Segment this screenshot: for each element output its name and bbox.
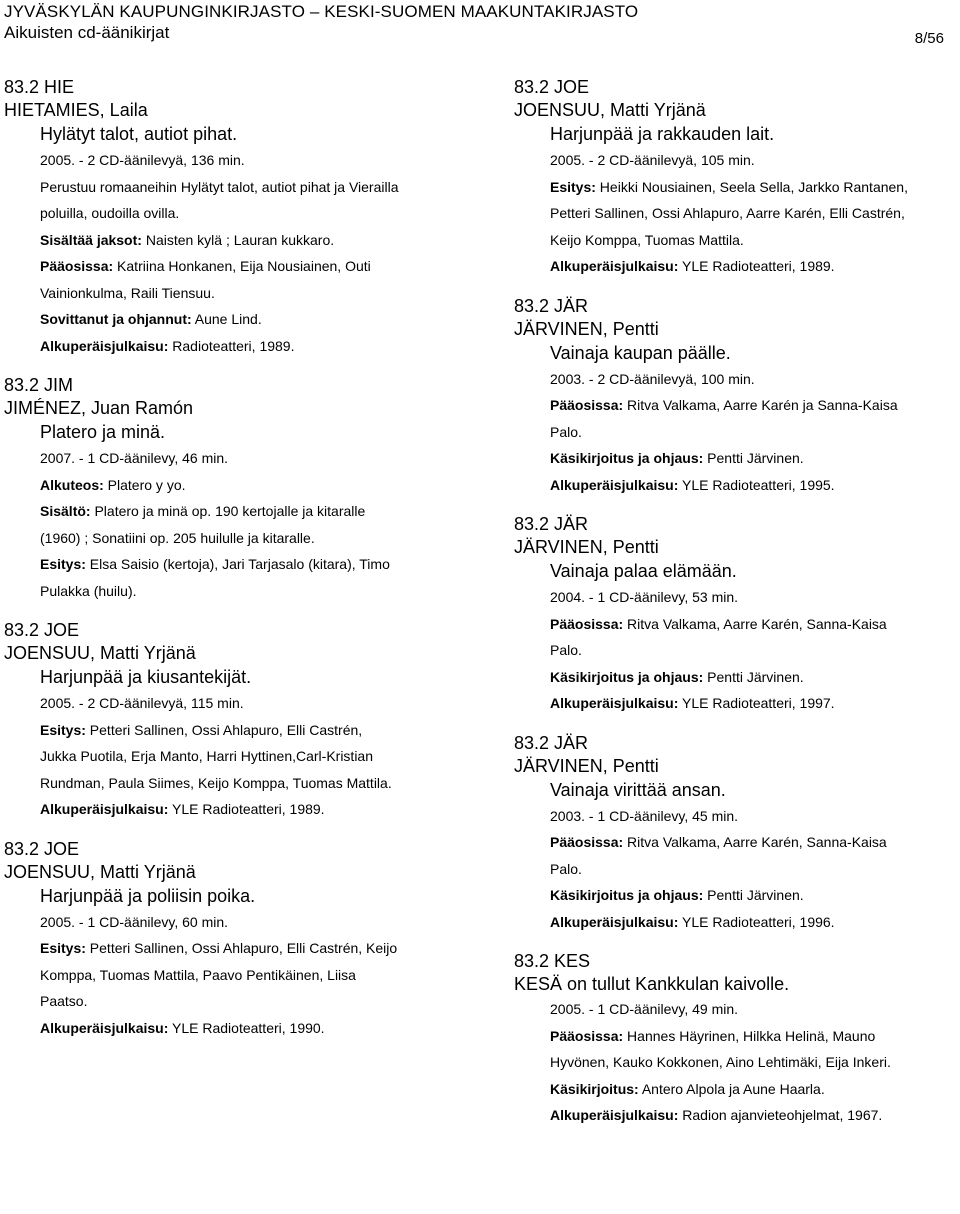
detail-text: 2005. - 2 CD-äänilevyä, 115 min. (40, 695, 244, 711)
detail-text: poluilla, oudoilla ovilla. (40, 205, 180, 221)
entry-author: KESÄ on tullut Kankkulan kaivolle. (514, 974, 790, 994)
catalog-entry (4, 619, 474, 823)
detail-label: Alkuperäisjulkaisu: (550, 913, 679, 930)
detail-text: Pentti Järvinen. (703, 887, 804, 903)
entry-detail-line (4, 498, 474, 525)
entry-author: JOENSUU, Matti Yrjänä (514, 100, 706, 120)
right-column (514, 76, 954, 1144)
detail-label: Käsikirjoitus ja ohjaus: (550, 450, 704, 466)
detail-label: Sisältää jaksot: (40, 231, 142, 248)
entry-detail-line (4, 253, 474, 280)
catalog-entry (514, 295, 954, 499)
classification-code: 83.2 JOE (4, 838, 80, 859)
detail-text: Antero Alpola ja Aune Haarla. (638, 1080, 825, 1097)
entry-detail-line (514, 690, 954, 717)
entry-detail-line (514, 611, 954, 638)
entry-detail-line (4, 472, 474, 499)
detail-text: Heikki Nousiainen, Seela Sella, Jarkko Rantanen, (595, 178, 908, 195)
detail-label: Käsikirjoitus: (550, 1080, 639, 1097)
entry-title: Vainaja palaa elämään. (550, 561, 737, 581)
detail-text: Hyvönen, Kauko Kokkonen, Aino Lehtimäki, Eija Inkeri. (550, 1054, 891, 1070)
detail-text: Platero y yo. (103, 476, 186, 493)
detail-text: Petteri Sallinen, Ossi Ahlapuro, Elli Castrén, (85, 721, 363, 738)
detail-label: Pääosissa: (550, 834, 624, 850)
entry-detail-line (514, 472, 954, 499)
classification-code: 83.2 JOE (514, 77, 590, 97)
detail-label: Alkuperäisjulkaisu: (550, 1107, 679, 1123)
detail-text: Pulakka (huilu). (40, 582, 137, 599)
detail-text: Ritva Valkama, Aarre Karén ja Sanna-Kaisa (623, 397, 898, 413)
detail-text: Pentti Järvinen. (703, 668, 804, 685)
left-column (4, 76, 474, 1056)
classification-code: 83.2 JÄR (514, 732, 589, 753)
entry-detail-line (4, 1015, 474, 1042)
detail-text: 2005. - 2 CD-äänilevyä, 136 min. (40, 152, 245, 168)
detail-label: Pääosissa: (550, 397, 624, 413)
entry-detail-line (514, 584, 954, 611)
entry-title: Hylätyt talot, autiot pihat. (40, 124, 238, 144)
entry-detail-line (4, 280, 474, 307)
entry-author: JÄRVINEN, Pentti (514, 755, 659, 776)
entry-detail-line (4, 200, 474, 227)
detail-text: 2005. - 1 CD-äänilevy, 49 min. (550, 1001, 739, 1017)
entry-title: Platero ja minä. (40, 422, 166, 442)
entry-detail-line (4, 525, 474, 552)
detail-text: Hannes Häyrinen, Hilkka Helinä, Mauno (623, 1027, 876, 1044)
detail-label: Pääosissa: (40, 258, 114, 274)
detail-text: Aune Lind. (191, 311, 262, 327)
detail-text: 2007. - 1 CD-äänilevy, 46 min. (40, 450, 229, 466)
entry-title: Harjunpää ja poliisin poika. (40, 885, 256, 906)
catalog-entry (4, 374, 474, 604)
detail-text: 2003. - 1 CD-äänilevy, 45 min. (550, 807, 739, 824)
detail-text: Ritva Valkama, Aarre Karén, Sanna-Kaisa (623, 615, 887, 632)
entry-detail-line (514, 664, 954, 691)
detail-text: Komppa, Tuomas Mattila, Paavo Pentikäinen, Liisa (40, 966, 356, 983)
entry-detail-line (4, 743, 474, 770)
entry-author: JÄRVINEN, Pentti (514, 318, 659, 339)
detail-text: Perustuu romaaneihin Hylätyt talot, autiot pihat ja Vierailla (40, 178, 399, 195)
detail-text: Radion ajanvieteohjelmat, 1967. (678, 1107, 883, 1123)
entry-detail-line (4, 935, 474, 962)
detail-label: Alkuteos: (40, 476, 104, 493)
detail-label: Esitys: (550, 178, 596, 195)
detail-text: Elsa Saisio (kertoja), Jari Tarjasalo (kitara), Timo (85, 556, 390, 572)
entry-detail-line (4, 770, 474, 797)
entry-detail-line (514, 366, 954, 393)
detail-label: Esitys: (40, 556, 86, 572)
detail-label: Käsikirjoitus ja ohjaus: (550, 887, 704, 903)
catalog-entry (514, 513, 954, 717)
classification-code: 83.2 JOE (4, 620, 80, 640)
entry-author: JOENSUU, Matti Yrjänä (4, 861, 196, 882)
detail-label: Alkuperäisjulkaisu: (40, 801, 169, 817)
entry-author: JOENSUU, Matti Yrjänä (4, 643, 196, 663)
catalog-name: Aikuisten cd-äänikirjat (4, 23, 170, 42)
detail-text: YLE Radioteatteri, 1989. (168, 801, 325, 817)
entry-detail-line (514, 996, 954, 1023)
entry-detail-line (514, 882, 954, 909)
entry-detail-line (4, 909, 474, 936)
catalog-entry (514, 950, 954, 1129)
entry-detail-line (514, 200, 954, 227)
entry-detail-line (514, 829, 954, 856)
entry-detail-line (4, 174, 474, 201)
detail-text: 2005. - 2 CD-äänilevyä, 105 min. (550, 152, 755, 168)
entry-detail-line (514, 909, 954, 936)
detail-text: YLE Radioteatteri, 1990. (168, 1019, 325, 1036)
detail-text: 2003. - 2 CD-äänilevyä, 100 min. (550, 370, 755, 387)
detail-text: Petteri Sallinen, Ossi Ahlapuro, Elli Castrén, Keijo (85, 940, 398, 956)
detail-label: Alkuperäisjulkaisu: (40, 1019, 169, 1036)
entry-detail-line (4, 227, 474, 254)
detail-label: Alkuperäisjulkaisu: (40, 337, 169, 354)
entry-detail-line (514, 147, 954, 174)
detail-label: Esitys: (40, 721, 86, 738)
detail-text: Palo. (550, 642, 582, 658)
entry-detail-line (4, 306, 474, 333)
detail-text: Platero ja minä op. 190 kertojalle ja kitaralle (90, 503, 366, 519)
detail-text: Palo. (550, 423, 582, 440)
detail-text: Naisten kylä ; Lauran kukkaro. (141, 231, 335, 248)
detail-label: Alkuperäisjulkaisu: (550, 258, 679, 274)
entry-title: Vainaja virittää ansan. (550, 779, 726, 800)
detail-text: YLE Radioteatteri, 1997. (678, 695, 835, 711)
entry-detail-line (514, 253, 954, 280)
detail-label: Sisältö: (40, 503, 91, 519)
entry-detail-line (514, 856, 954, 883)
entry-detail-line (514, 637, 954, 664)
page-header (4, 2, 952, 47)
entry-detail-line (514, 803, 954, 830)
catalog-entry (514, 76, 954, 280)
entry-detail-line (4, 962, 474, 989)
detail-text: Pentti Järvinen. (703, 450, 804, 466)
entry-author: JIMÉNEZ, Juan Ramón (4, 398, 194, 418)
detail-text: Radioteatteri, 1989. (168, 337, 295, 354)
classification-code: 83.2 JÄR (514, 295, 589, 316)
entry-title: Harjunpää ja kiusantekijät. (40, 667, 252, 687)
library-name: JYVÄSKYLÄN KAUPUNGINKIRJASTO – KESKI-SUOMEN MAAKUNTAKIRJASTO (4, 2, 639, 21)
entry-detail-line (514, 174, 954, 201)
entry-detail-line (4, 147, 474, 174)
catalog-entry (4, 76, 474, 359)
detail-text: YLE Radioteatteri, 1995. (678, 476, 835, 493)
detail-text: Ritva Valkama, Aarre Karén, Sanna-Kaisa (623, 834, 887, 850)
detail-text: Jukka Puotila, Erja Manto, Harri Hyttinen,Carl-Kristian (40, 748, 374, 764)
classification-code: 83.2 HIE (4, 77, 75, 97)
entry-detail-line (4, 988, 474, 1015)
entry-detail-line (514, 1049, 954, 1076)
classification-code: 83.2 JÄR (514, 514, 589, 534)
entry-detail-line (4, 796, 474, 823)
detail-label: Sovittanut ja ohjannut: (40, 311, 192, 327)
entry-author: HIETAMIES, Laila (4, 100, 148, 120)
catalog-entry (514, 732, 954, 936)
entry-detail-line (4, 551, 474, 578)
entry-detail-line (4, 333, 474, 360)
detail-text: (1960) ; Sonatiini op. 205 huilulle ja kitaralle. (40, 529, 315, 546)
detail-text: Petteri Sallinen, Ossi Ahlapuro, Aarre Karén, Elli Castrén, (550, 205, 905, 221)
detail-text: 2005. - 1 CD-äänilevy, 60 min. (40, 913, 229, 930)
entry-detail-line (514, 1023, 954, 1050)
detail-label: Pääosissa: (550, 615, 624, 632)
entry-author: JÄRVINEN, Pentti (514, 537, 659, 557)
detail-text: Katriina Honkanen, Eija Nousiainen, Outi (113, 258, 371, 274)
detail-text: Keijo Komppa, Tuomas Mattila. (550, 231, 744, 248)
detail-text: Palo. (550, 860, 582, 877)
catalog-entry (4, 838, 474, 1042)
entry-detail-line (514, 1102, 954, 1129)
entry-detail-line (4, 445, 474, 472)
entry-detail-line (514, 1076, 954, 1103)
page-number: 8/56 (914, 30, 944, 47)
detail-text: Vainionkulma, Raili Tiensuu. (40, 284, 215, 301)
detail-label: Alkuperäisjulkaisu: (550, 476, 679, 493)
detail-label: Esitys: (40, 940, 86, 956)
detail-text: Rundman, Paula Siimes, Keijo Komppa, Tuomas Mattila. (40, 774, 392, 791)
detail-label: Pääosissa: (550, 1027, 624, 1044)
detail-label: Käsikirjoitus ja ohjaus: (550, 668, 704, 685)
entry-title: Harjunpää ja rakkauden lait. (550, 124, 775, 144)
entry-detail-line (4, 717, 474, 744)
entry-detail-line (514, 445, 954, 472)
entry-detail-line (4, 578, 474, 605)
entry-title: Vainaja kaupan päälle. (550, 342, 731, 363)
detail-text: 2004. - 1 CD-äänilevy, 53 min. (550, 589, 739, 605)
classification-code: 83.2 JIM (4, 375, 74, 395)
detail-text: YLE Radioteatteri, 1996. (678, 913, 835, 930)
detail-label: Alkuperäisjulkaisu: (550, 695, 679, 711)
classification-code: 83.2 KES (514, 951, 591, 971)
detail-text: YLE Radioteatteri, 1989. (678, 258, 835, 274)
detail-text: Paatso. (40, 993, 88, 1009)
entry-detail-line (4, 690, 474, 717)
entry-detail-line (514, 419, 954, 446)
entry-detail-line (514, 227, 954, 254)
entry-detail-line (514, 392, 954, 419)
